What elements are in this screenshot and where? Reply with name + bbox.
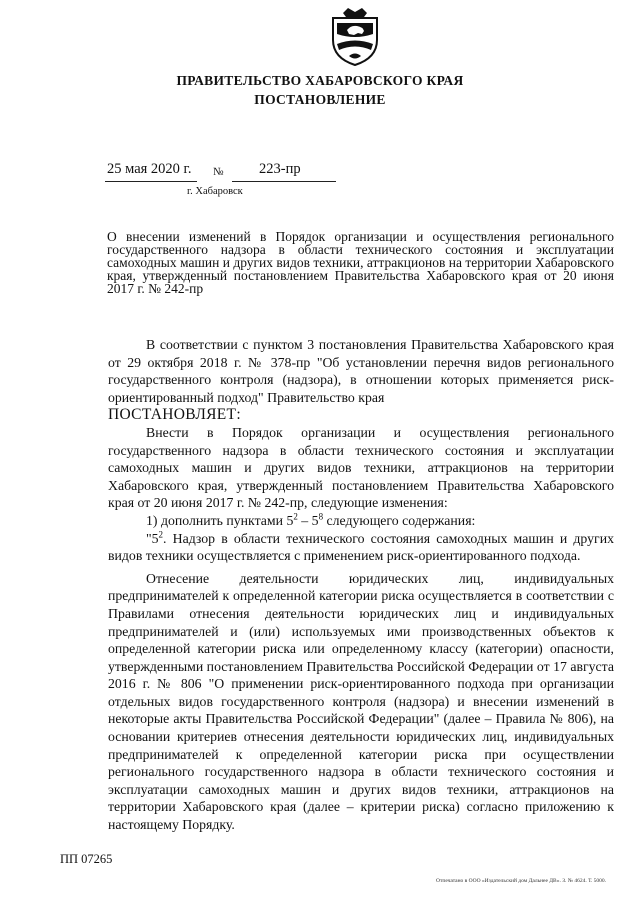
paragraph-item-1: 1) дополнить пунктами $5^2 - 5^8$ следующего содержания: <box>146 511 476 528</box>
footer-code: ПП 07265 <box>60 852 113 866</box>
document-city: г. Хабаровск <box>187 186 243 197</box>
document-date: 25 мая 2020 г. <box>107 161 192 177</box>
resolves-heading: ПОСТАНОВЛЯЕТ: <box>108 406 241 424</box>
date-underline <box>105 181 197 182</box>
government-name: ПРАВИТЕЛЬСТВО ХАБАРОВСКОГО КРАЯ <box>176 73 464 88</box>
document-body <box>108 336 614 834</box>
paragraph-amendment: Внести в Порядок организации и осуществления регионального государственного надзора в области технического состояния и эксплуатации самоходных машин и других видов техники, аттракционов на территории Хабаровского края, утвержденный постановлением Правительства Хабаровского края от 20 июня 2017 г. № 242-пр, следующие изменения: <box>108 424 614 511</box>
number-underline <box>232 181 336 182</box>
paragraph-preamble: В соответствии с пунктом 3 постановления Правительства Хабаровского края от 29 октября 2018 г. № 378-пр "Об установлении перечня видов регионального государственного контроля (надзора), в отношении которых применяется риск-ориентированный подход" Правительство края <box>108 337 614 405</box>
paragraph-risk-categories: Отнесение деятельности юридических лиц, индивидуальных предпринимателей к определенной категории риска осуществляется в соответствии с Правилами отнесения деятельности юридических лиц и индивидуальных предпринимателей и (или) используемых ими производственных объектов к определенной категории риска или определенному классу (категории) опасности, утвержденными постановлением Правительства Российской Федерации от 17 августа 2016 г. № 806 "О применении риск-ориентированного подхода при организации отдельных видов государственного контроля (надзора) и внесении изменений в некоторые акты Правительства Российской Федерации" (далее – Правила № 806), на основании критериев отнесения деятельности юридических лиц, индивидуальных предпринимателей к определенной категории риска при осуществлении регионального государственного надзора в области технического состояния и эксплуатации самоходных машин и других видов техники, аттракционов на территории Хабаровского края (далее – критерии риска) согласно приложению к настоящему Порядку. <box>108 570 614 833</box>
document-number: 223-пр <box>259 161 301 177</box>
document-subject: О внесении изменений в Порядок организации и осуществления регионального государственного надзора в области технического состояния и эксплуатации самоходных машин и других видов техники, аттракционов на территории Хабаровского края, утвержденный постановлением Правительства Хабаровского края от 20 июня 2017 г. № 242-пр <box>107 229 614 296</box>
number-sign: № <box>213 166 224 178</box>
print-imprint: Отпечатано в ООО «Издательский дом Дальнее ДВ». З. № 4624. Т. 5000. <box>436 878 607 884</box>
document-type: ПОСТАНОВЛЕНИЕ <box>254 92 386 107</box>
coat-of-arms-khabarovsk-icon <box>329 7 381 67</box>
paragraph-clause-5-2: "$5^2$. Надзор в области технического состояния самоходных машин и других видов техники осуществляется с применением риск-ориентированного подхода. <box>108 528 614 564</box>
